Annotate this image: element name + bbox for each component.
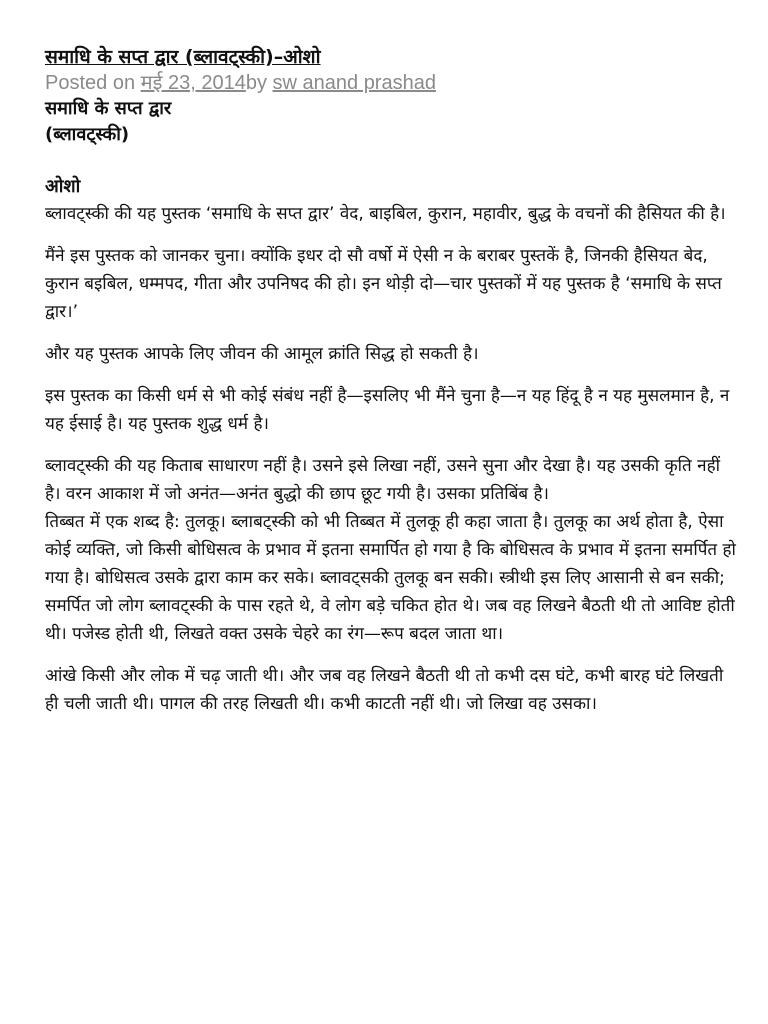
post-date-link[interactable]: मई 23, 2014: [140, 72, 246, 94]
paragraph-5: ब्लावट्स्की की यह किताब साधारण नहीं है। उसने इसे लिखा नहीं, उसने सुना और देखा है। यह उसकी कृति नहीं है। वरन आकाश में जो अनंत—अनंत बुद्धो की छाप छूट गयी है। उसका प्रतिबिंब है।: [45, 456, 721, 504]
post-meta: [45, 70, 738, 96]
paragraph-6: तिब्बत में एक शब्द है: तुलकू। ब्लाबट्स्की को भी तिब्बत में तुलकू ही कहा जाता है। तुलकू का अर्थ होता है, ऐसा कोई व्यक्ति, जो किसी बोधिसत्व के प्रभाव में इतना समार्पित हो गया है कि बोधिसत्व के प्रभाव में इतना समर्पित हो गया है। बोधिसत्व उसके द्वारा काम कर सके। ब्लावट्सकी तुलकू बन सकी। स्त्रीथी इस लिए आसानी से बन सकी; समर्पित जो लोग ब्लावट्स्की के पास रहते थे, वे लोग बड़े चकित होत थे। जब वह लिखने बैठती थी तो आविष्ट होती थी। पजेस्ड होती थी, लिखते वक्त उसके चेहरे का रंग—रूप बदल जाता था।: [45, 512, 736, 644]
paragraph-1: ब्लावट्स्की की यह पुस्तक ‘समाधि के सप्त द्वार’ वेद, बाइबिल, कुरान, महावीर, बुद्ध के वचनों की हैसियत की है।: [45, 204, 726, 224]
by-label: by: [245, 72, 273, 94]
paragraph-7: आंखे किसी और लोक में चढ़ जाती थी। और जब वह लिखने बैठती थी तो कभी दस घंटे, कभी बारह घंटे लिखती ही चली जाती थी। पागल की तरह लिखती थी। कभी काटती नहीं थी। जो लिखा वह उसका।: [45, 666, 724, 714]
author-link[interactable]: sw anand prashad: [272, 72, 436, 94]
content-heading-subtitle: (ब्लावट्स्की): [45, 124, 130, 145]
paragraph-2: मैंने इस पुस्तक को जानकर चुना। क्योंकि इधर दो सौ वर्षो में ऐसी न के बराबर पुस्तकें है, जिनकी हैसियत बेद, कुरान बइबिल, धम्मपद, गीता और उपनिषद की हो। इन थोड़ी दो—चार पुस्तकों में यह पुस्तक है ‘समाधि के सप्त द्वार।’: [45, 246, 722, 322]
content-heading-title: समाधि के सप्त द्वार: [45, 98, 172, 119]
author-heading: ओशो: [45, 176, 81, 197]
paragraph-4: इस पुस्तक का किसी धर्म से भी कोई संबंध नहीं है—इसलिए भी मैंने चुना है—न यह हिंदू है न यह मुसलमान है, न यह ईसाई है। यह पुस्तक शुद्ध धर्म है।: [45, 386, 730, 434]
post-title[interactable]: समाधि के सप्त द्वार (ब्लावट्स्की)–ओशो: [45, 46, 321, 68]
paragraph-3: और यह पुस्तक आपके लिए जीवन की आमूल क्रांति सिद्ध हो सकती है।: [45, 344, 479, 364]
spacer: [45, 148, 738, 174]
posted-on-label: Posted on: [45, 72, 141, 94]
